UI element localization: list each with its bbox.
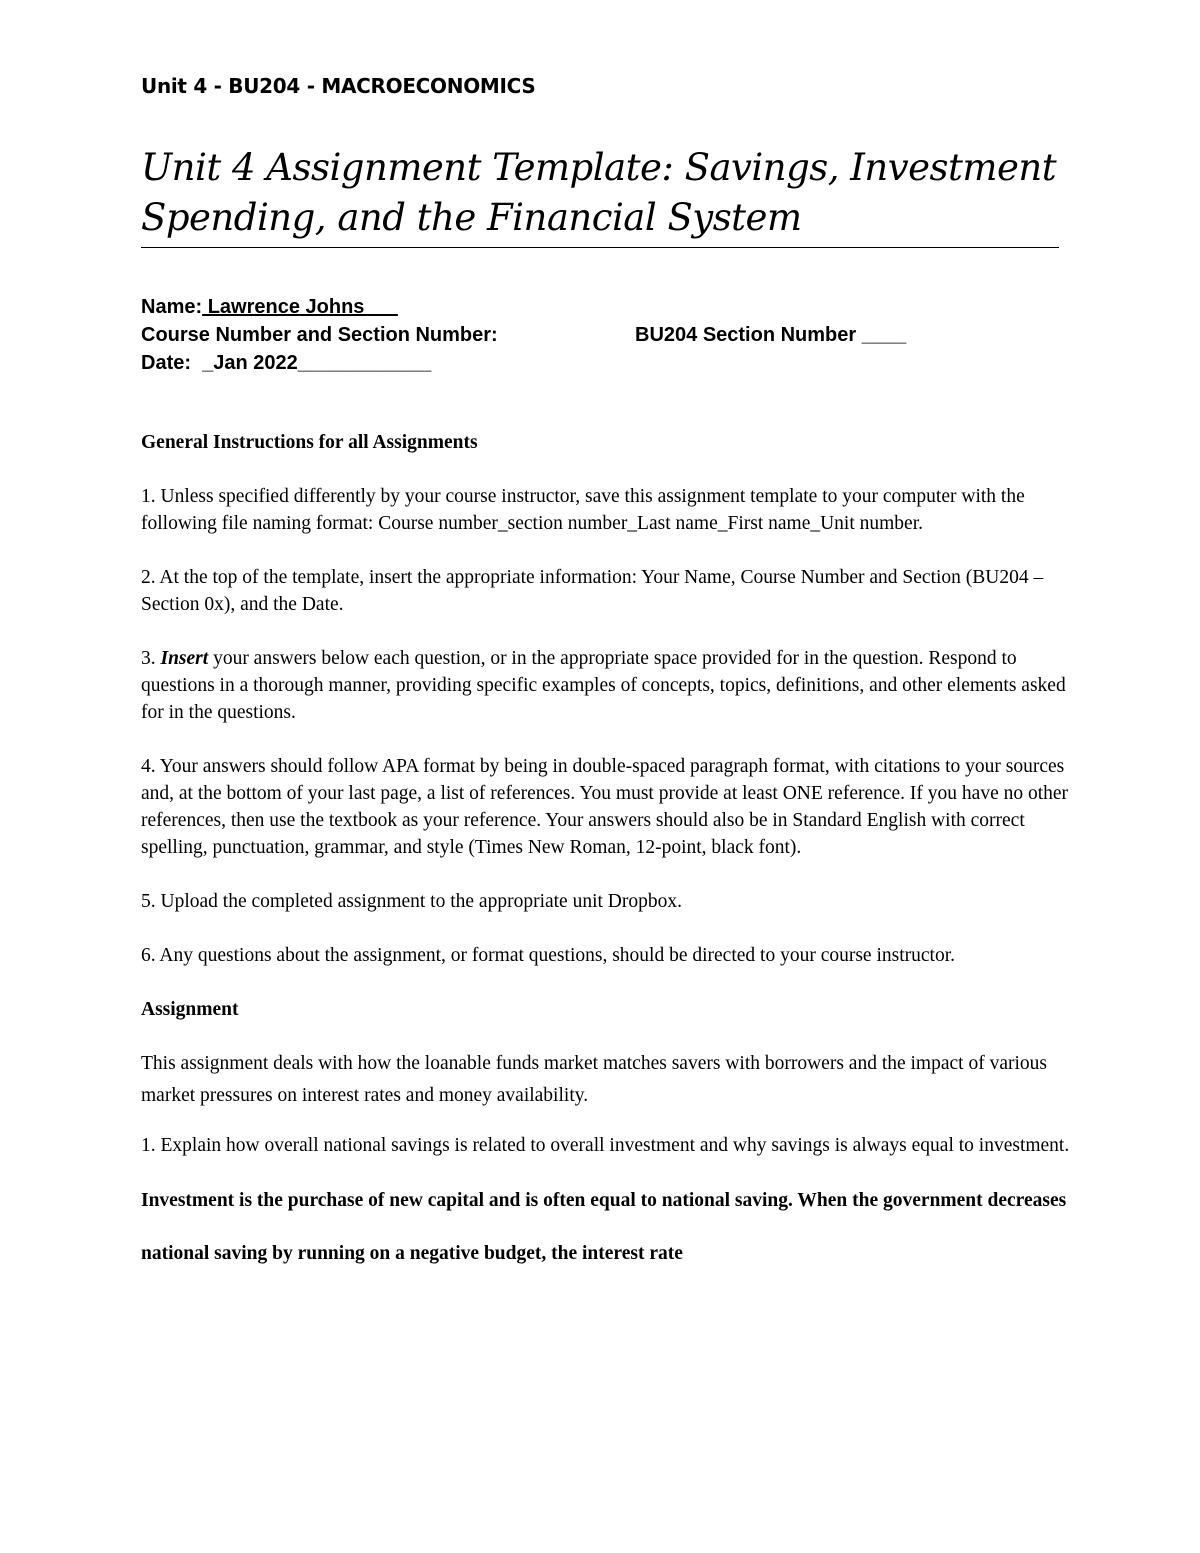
date-value: _Jan 2022____________ (202, 352, 432, 374)
name-row (141, 293, 1059, 321)
instruction-item-6: 6. Any questions about the assignment, or format questions, should be directed to your course instructor. (141, 945, 955, 966)
instruction-item-5: 5. Upload the completed assignment to the appropriate unit Dropbox. (141, 891, 683, 912)
document-title (141, 143, 1059, 248)
instruction-item-3-prefix: 3. (141, 648, 161, 669)
question-1: 1. Explain how overall national savings is related to overall investment and why savings is always equal to investment. (141, 1135, 1070, 1156)
instructions-heading: General Instructions for all Assignments (141, 432, 478, 453)
course-label: Course Number and Section Number: (141, 324, 498, 346)
instruction-item-1: 1. Unless specified differently by your course instructor, save this assignment template to your computer with the following file naming format: Course number_section number_Last name_First name_Unit number. (141, 486, 1025, 534)
course-value: BU204 Section Number ____ (635, 324, 907, 346)
date-row (141, 349, 1059, 377)
instruction-item-3-text: your answers below each question, or in the appropriate space provided for in the question. Respond to questions in a thorough manner, providing specific examples of concepts, topics, definitions, and other elements asked for in the questions. (141, 648, 1066, 723)
instruction-item-4: 4. Your answers should follow APA format by being in double-spaced paragraph format, with citations to your sources and, at the bottom of your last page, a list of references. You must provide at least ONE reference. If you have no other references, then use the textbook as your reference. Your answers should also be in Standard English with correct spelling, punctuation, grammar, and style (Times New Roman, 12-point, black font). (141, 756, 1069, 858)
instruction-item-2: 2. At the top of the template, insert the appropriate information: Your Name, Course Number and Section (BU204 – Section 0x), and the Date. (141, 567, 1044, 615)
instruction-item-3-emphasis: Insert (160, 648, 209, 669)
name-label: Name: (141, 296, 203, 318)
title-line-2: Spending, and the Financial System (141, 196, 802, 239)
assignment-heading: Assignment (141, 999, 239, 1020)
title-line-1: Unit 4 Assignment Template: Savings, Investment (141, 146, 1057, 189)
instruction-item-3 (141, 645, 1071, 726)
assignment-intro: This assignment deals with how the loanable funds market matches savers with borrowers and the impact of various market pressures on interest rates and money availability. (141, 1053, 1047, 1106)
date-label: Date: (141, 352, 192, 374)
document-body (141, 429, 1071, 1307)
name-value: Lawrence Johns___ (202, 296, 398, 318)
answer-1: Investment is the purchase of new capital and is often equal to national saving. When the government decreases national saving by running on a negative budget, the interest rate (141, 1190, 1067, 1264)
document-header: Unit 4 - BU204 - MACROECONOMICS (141, 74, 536, 98)
student-info-block (141, 293, 1059, 377)
course-row (141, 321, 1059, 349)
